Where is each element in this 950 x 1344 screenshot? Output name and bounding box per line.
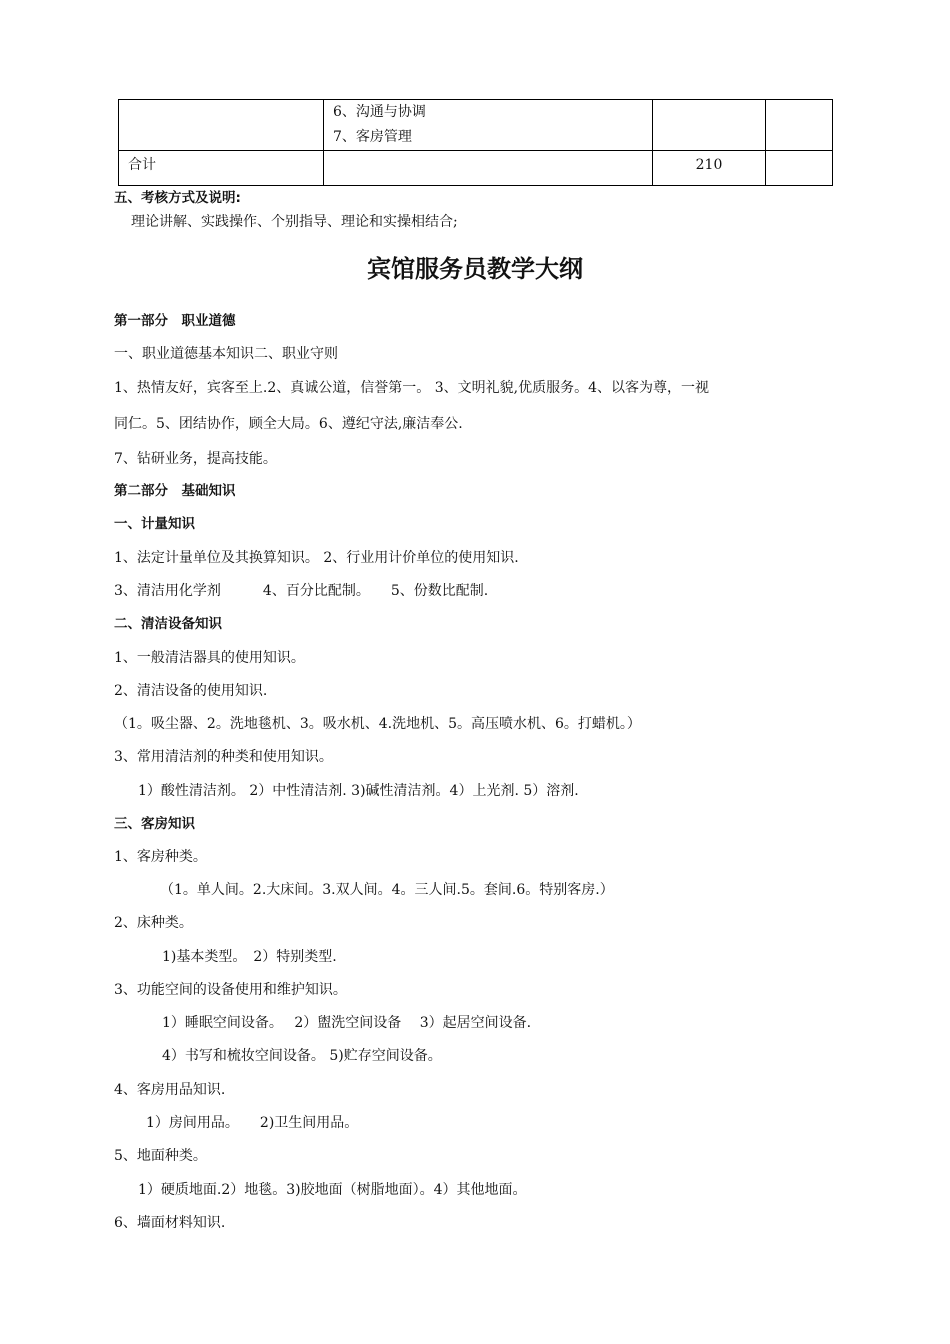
paragraph-line: 1)基本类型。 2）特别类型. <box>162 949 337 965</box>
paragraph-line: 1）硬质地面.2）地毯。3)胶地面（树脂地面）。4）其他地面。 <box>138 1182 527 1198</box>
paragraph-line: 1、一般清洁器具的使用知识。 <box>114 650 305 666</box>
section-heading: 一、计量知识 <box>114 516 195 532</box>
paragraph-line: 5、地面种类。 <box>114 1148 207 1164</box>
table-row <box>119 151 833 186</box>
paragraph-line: 3、清洁用化学剂 4、百分比配制。 5、份数比配制. <box>114 583 489 599</box>
paragraph-line: 同仁。5、团结协作，顾全大局。6、遵纪守法,廉洁奉公. <box>114 416 463 432</box>
table-cell-total-hours: 210 <box>653 151 766 186</box>
page-title: 宾馆服务员教学大纲 <box>367 255 583 283</box>
section-heading: 三、客房知识 <box>114 816 195 832</box>
paragraph-line: 2、床种类。 <box>114 915 193 931</box>
paragraph-line: 一、职业道德基本知识二、职业守则 <box>114 346 338 362</box>
paragraph-line: 3、功能空间的设备使用和维护知识。 <box>114 982 347 998</box>
course-hours-table <box>118 99 833 186</box>
table-cell <box>324 100 653 151</box>
paragraph-line: 1）房间用品。 2)卫生间用品。 <box>146 1115 359 1131</box>
part-heading: 第二部分 基础知识 <box>114 483 236 499</box>
table-cell <box>766 100 833 151</box>
table-cell-total-label: 合计 <box>119 151 324 186</box>
table-cell <box>119 100 324 151</box>
table-cell <box>766 151 833 186</box>
section-heading: 五、考核方式及说明: <box>114 190 241 206</box>
table-cell <box>653 100 766 151</box>
paragraph-line: 4）书写和梳妆空间设备。 5)贮存空间设备。 <box>162 1048 442 1064</box>
section-text: 理论讲解、实践操作、个别指导、理论和实操相结合; <box>131 214 458 230</box>
paragraph-line: 7、钻研业务，提高技能。 <box>114 451 277 467</box>
paragraph-line: 6、墙面材料知识. <box>114 1215 226 1231</box>
paragraph-line: 1、热情友好，宾客至上.2、真诚公道，信誉第一。 3、文明礼貌,优质服务。4、以客为尊，一视 <box>114 380 709 396</box>
table-cell-line: 6、沟通与协调 <box>333 104 426 120</box>
paragraph-line: 1、客房种类。 <box>114 849 207 865</box>
paragraph-line: （1。单人间。2.大床间。3.双人间。4。三人间.5。套间.6。特别客房.） <box>160 882 614 898</box>
paragraph-line: 3、常用清洁剂的种类和使用知识。 <box>114 749 333 765</box>
section-heading: 二、清洁设备知识 <box>114 616 222 632</box>
table-cell <box>324 151 653 186</box>
paragraph-line: 4、客房用品知识. <box>114 1082 226 1098</box>
table-row <box>119 100 833 151</box>
paragraph-line: 1）睡眠空间设备。 2）盥洗空间设备 3）起居空间设备. <box>162 1015 532 1031</box>
table-cell-line: 7、客房管理 <box>333 129 412 145</box>
paragraph-line: 1）酸性清洁剂。 2）中性清洁剂. 3)碱性清洁剂。4）上光剂. 5）溶剂. <box>138 783 579 799</box>
paragraph-line: （1。吸尘器、2。洗地毯机、3。吸水机、4.洗地机、5。高压喷水机、6。打蜡机。） <box>114 716 641 732</box>
part-heading: 第一部分 职业道德 <box>114 313 236 329</box>
paragraph-line: 2、清洁设备的使用知识. <box>114 683 268 699</box>
paragraph-line: 1、法定计量单位及其换算知识。 2、行业用计价单位的使用知识. <box>114 550 519 566</box>
